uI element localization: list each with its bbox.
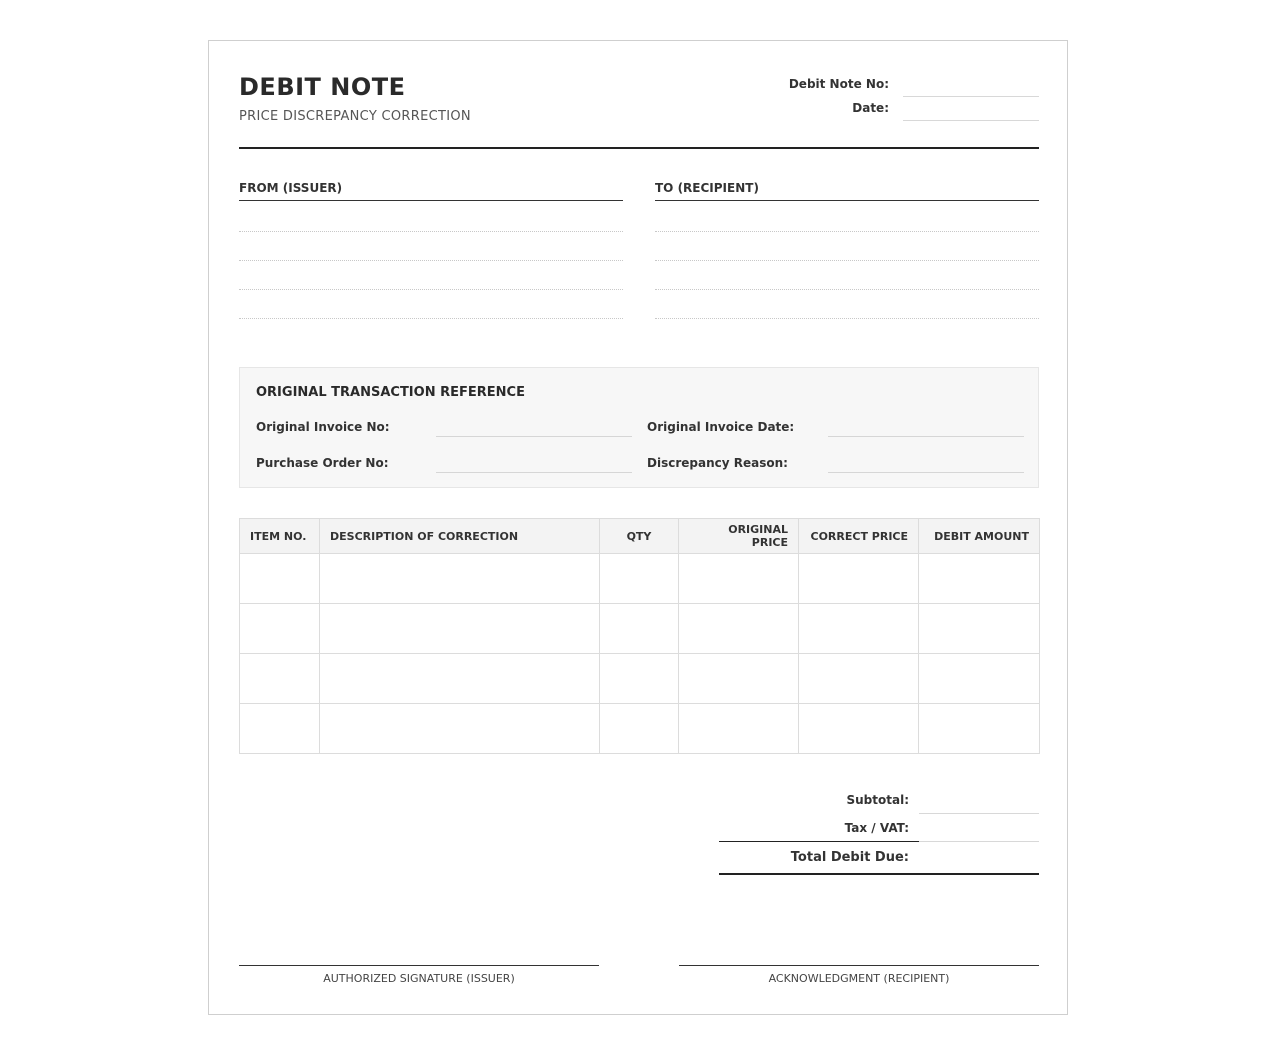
subtotal-field[interactable] — [919, 813, 1039, 814]
items-table — [239, 518, 1040, 754]
table-cell[interactable] — [240, 704, 320, 754]
column-header-item-no: ITEM NO. — [240, 519, 320, 554]
subtotal-label: Subtotal: — [846, 793, 909, 807]
discrepancy-reason-label: Discrepancy Reason: — [647, 456, 788, 470]
from-line-4[interactable] — [239, 318, 623, 319]
table-cell[interactable] — [600, 704, 679, 754]
purchase-order-no-label: Purchase Order No: — [256, 456, 389, 470]
table-cell[interactable] — [679, 554, 799, 604]
table-cell[interactable] — [679, 704, 799, 754]
table-row — [240, 604, 1040, 654]
total-debit-due-label: Total Debit Due: — [790, 850, 909, 865]
from-line-3[interactable] — [239, 289, 623, 290]
table-header-row — [240, 519, 1040, 554]
to-recipient-heading: TO (RECIPIENT) — [655, 181, 759, 195]
original-invoice-no-field[interactable] — [436, 436, 632, 437]
table-cell[interactable] — [679, 604, 799, 654]
table-cell[interactable] — [600, 604, 679, 654]
to-line-1[interactable] — [655, 231, 1039, 232]
tax-vat-label: Tax / VAT: — [844, 821, 909, 835]
date-field[interactable] — [903, 119, 1039, 121]
table-cell[interactable] — [320, 704, 600, 754]
to-line-4[interactable] — [655, 318, 1039, 319]
table-cell[interactable] — [240, 604, 320, 654]
original-transaction-reference — [239, 367, 1039, 488]
reference-title: ORIGINAL TRANSACTION REFERENCE — [256, 385, 525, 400]
debit-note-sheet — [208, 40, 1068, 1015]
column-header-debit-amount: DEBIT AMOUNT — [919, 519, 1040, 554]
purchase-order-no-field[interactable] — [436, 472, 632, 473]
table-cell[interactable] — [240, 654, 320, 704]
tax-vat-field[interactable] — [919, 841, 1039, 842]
original-invoice-no-label: Original Invoice No: — [256, 420, 390, 434]
table-row — [240, 704, 1040, 754]
column-header-description: DESCRIPTION OF CORRECTION — [320, 519, 600, 554]
to-line-2[interactable] — [655, 260, 1039, 261]
table-cell[interactable] — [919, 654, 1040, 704]
table-cell[interactable] — [799, 654, 919, 704]
date-label: Date: — [852, 101, 889, 115]
debit-note-no-field[interactable] — [903, 95, 1039, 97]
column-header-qty: QTY — [600, 519, 679, 554]
from-issuer-rule — [239, 200, 623, 201]
table-cell[interactable] — [600, 654, 679, 704]
recipient-signature-label: ACKNOWLEDGMENT (RECIPIENT) — [768, 972, 950, 985]
table-cell[interactable] — [679, 654, 799, 704]
issuer-signature-label: AUTHORIZED SIGNATURE (ISSUER) — [323, 972, 515, 985]
table-cell[interactable] — [799, 604, 919, 654]
total-divider — [719, 873, 1039, 875]
to-line-3[interactable] — [655, 289, 1039, 290]
from-line-1[interactable] — [239, 231, 623, 232]
table-cell[interactable] — [919, 604, 1040, 654]
table-row — [240, 554, 1040, 604]
table-row — [240, 654, 1040, 704]
recipient-signature-line[interactable] — [679, 965, 1039, 966]
table-cell[interactable] — [320, 604, 600, 654]
header-divider — [239, 147, 1039, 149]
issuer-signature-line[interactable] — [239, 965, 599, 966]
table-cell[interactable] — [240, 554, 320, 604]
page-title: DEBIT NOTE — [239, 73, 406, 101]
table-cell[interactable] — [919, 554, 1040, 604]
table-cell[interactable] — [600, 554, 679, 604]
table-cell[interactable] — [320, 554, 600, 604]
column-header-original-price: ORIGINAL PRICE — [679, 519, 799, 554]
debit-note-no-label: Debit Note No: — [788, 77, 889, 91]
table-cell[interactable] — [919, 704, 1040, 754]
discrepancy-reason-field[interactable] — [828, 472, 1024, 473]
from-issuer-heading: FROM (ISSUER) — [239, 181, 343, 195]
original-invoice-date-field[interactable] — [828, 436, 1024, 437]
column-header-correct-price: CORRECT PRICE — [799, 519, 919, 554]
from-line-2[interactable] — [239, 260, 623, 261]
table-cell[interactable] — [799, 704, 919, 754]
original-invoice-date-label: Original Invoice Date: — [647, 420, 795, 434]
to-recipient-rule — [655, 200, 1039, 201]
table-cell[interactable] — [799, 554, 919, 604]
page-subtitle: PRICE DISCREPANCY CORRECTION — [239, 109, 471, 124]
table-cell[interactable] — [320, 654, 600, 704]
